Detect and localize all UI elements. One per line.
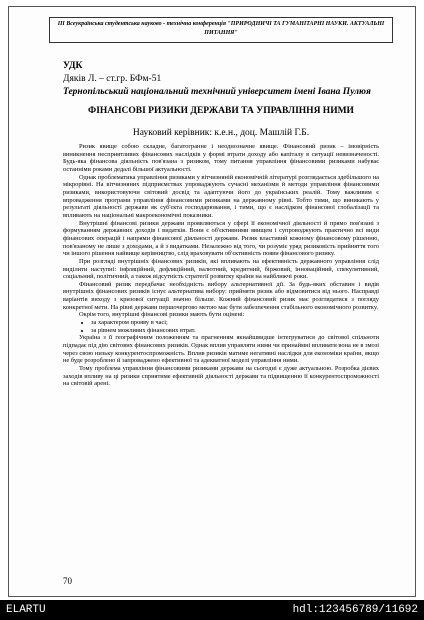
paragraph: Фінансовий ризик передбачає необхідність вибору альтернативної дії. За будь-яких обставин і видів внутрішніх фінансових ризиків існує альтернатива вибору: прийняти ризик або відмовитися від нього. Насправді варіантів виходу з кризової ситуації значно більше. Кожний фінансовий ризик має розглядатися з погляду конкретної мети. На рівні держави першочергово метою має бути забезпечення стабільного економічного розвитку.: [63, 280, 379, 311]
paragraph: Однак проблематика управління ризиками у вітчизняній економічній літературі розглядається здебільшого на мікрорівні. На вітчизняних підприємствах упроваджують сучасні механізми й методи управління фінансовими ризиками, використовуючи світовий досвід та адаптуючи його до українських реалій. Тому важливим є впровадження програми управління фінансовими ризиками на державному рівні. Тобто тими, що виникають у результаті діяльності держави як суб'єкта господарювання, і тими, що є наслідком фінансової глобалізації та впливають на національні макроекономічні показники.: [63, 173, 379, 219]
paragraph: Тому проблема управління фінансовими ризиками держави на сьогодні є дуже актуальною. Розробка дієвих заходів впливу на ці ризики сприятиме ефективній діяльності держави та підвищенню її конкурентоспроможності на світовій арені.: [63, 365, 379, 388]
paragraph: При розгляді внутрішніх фінансових ризиків, які впливають на ефективність державного управління слід виділити наступні: інфляційний, дефляційний, валютний, кредитний, біржовий, інноваційний, спекулятивний, соціальний, політичний, а також відсутність стратегії розвитку країни на найближчі роки.: [63, 257, 379, 281]
body-text: [63, 143, 379, 388]
supervisor-line: Науковий керівник: к.е.н., доц. Машлій Г.Б.: [132, 128, 310, 138]
university-line: Тернопільський національний технічний університет імені Івана Пулюя: [63, 87, 371, 97]
document-page: [8, 6, 416, 597]
bullet-item: • за характером прояву в часі;: [91, 319, 379, 327]
bullet-list: [63, 319, 379, 334]
paragraph: Окрім того, внутрішні фінансові ризики мають бути оцінені:: [79, 311, 245, 319]
udk-label: УДК: [63, 61, 83, 71]
footer-repository: ELARTU: [6, 604, 46, 616]
footer-bar: [0, 600, 424, 620]
paragraph: Внутрішні фінансові ризики держави проявляються у сфері її економічної діяльності й прямо пов'язані з формуванням державних доходів і видатків. Вони є об'єктивними явищем і супроводжують практично всі види фінансових операцій і напрями фінансової діяльності держави. Ризик властивий кожному фінансовому рішенню, пов'язаному не лише з доходами, а й з видатками. Незалежно від того, чи розуміє уряд ризиковість прийняття того чи іншого рішення найвище керівництво, слід враховувати об'єктивність появи фінансового ризику.: [63, 219, 379, 258]
conference-header: III Всеукраїнська студентська науково - технічна конференція "ПРИРОДНИЧІ ТА ГУМАНІТАРНІ НАУКИ. АКТУАЛЬНІ ПИТАННЯ": [49, 17, 393, 43]
author-line: Дяків Л. – ст.гр. БФм-51: [63, 74, 162, 84]
footer-handle: hdl:123456789/11692: [292, 604, 418, 616]
page-number: 70: [63, 576, 72, 586]
paragraph: Ризик явище собою складне, багатогранне і неоднозначне явище. Фінансовий ризик – імовірність виникнення несприятливих фінансових наслідків у формі втрати доходу або капіталу в ситуації невизначеності. Будь-яка фінансова діяльність пов'язана з ризиком, тому питання управління фінансовими ризиками набуває останніми роками дедалі більшої актуальності.: [63, 143, 379, 173]
paper-title: ФІНАНСОВІ РИЗИКИ ДЕРЖАВИ ТА УПРАВЛІННЯ НИМИ: [88, 106, 354, 116]
paragraph: Україна з її географічним положенням та прагненням якнайшвидше інтегруватися до світової спільноти підпадає під дію світових фінансових ризиків. Однак вплив управляти ними чи принаймні впливати вона не в змозі через свою низьку конкурентоспроможність. Вплив ризиків матиме негативні наслідки для економіки країни, якщо не буде розроблено й запроваджено ефективної та адекватної моделі управління ними.: [63, 334, 379, 365]
bullet-item: • за рівнем можливих фінансових втрат.: [91, 327, 379, 335]
